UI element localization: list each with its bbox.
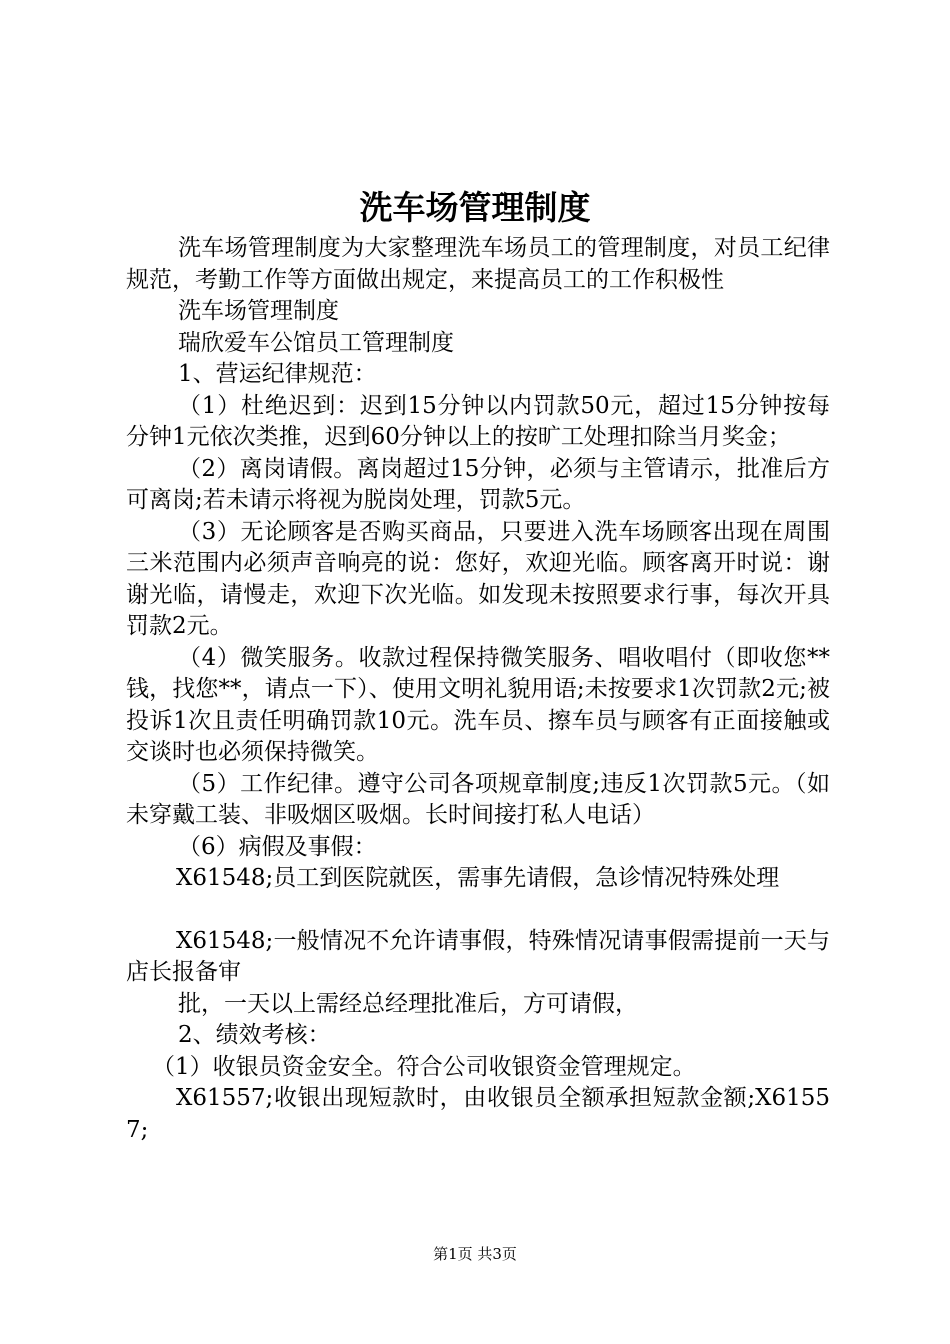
section-heading-1: 1、营运纪律规范： <box>178 361 377 387</box>
rule-paragraph: X61548;员工到医院就医，需事先请假，急诊情况特殊处理 <box>176 865 780 891</box>
page-number-footer: 第1页 共3页 <box>433 1245 517 1263</box>
rule-paragraph: （1）收银员资金安全。符合公司收银资金管理规定。 <box>152 1053 696 1080</box>
rule-paragraph: （4）微笑服务。收款过程保持微笑服务、唱收唱付（即收您**钱，找您**，请点一下）、使用文明礼貌用语;未按要求1次罚款2元;被投诉1次且责任明确罚款10元。洗车员、擦车员与顾客有正面接触或交谈时也必须保持微笑。 <box>126 644 830 765</box>
blank-line <box>126 895 830 926</box>
rule-paragraph: （6）病假及事假： <box>178 833 377 860</box>
rule-paragraph: （2）离岗请假。离岗超过15分钟，必须与主管请示，批准后方可离岗;若未请示将视为脱岗处理，罚款5元。 <box>126 455 830 513</box>
rule-paragraph: X61548;一般情况不允许请事假，特殊情况请事假需提前一天与店长报备审 <box>126 927 830 985</box>
section-heading-2: 2、绩效考核： <box>178 1022 331 1048</box>
intro-paragraph: 洗车场管理制度为大家整理洗车场员工的管理制度，对员工纪律规范，考勤工作等方面做出规定，来提高员工的工作积极性 <box>126 235 830 293</box>
rule-paragraph: （5）工作纪律。遵守公司各项规章制度;违反1次罚款5元。（如未穿戴工装、非吸烟区吸烟。长时间接打私人电话） <box>126 770 830 828</box>
document-title: 洗车场管理制度 <box>359 188 591 227</box>
rule-paragraph: （3）无论顾客是否购买商品，只要进入洗车场顾客出现在周围三米范围内必须声音响亮的说：您好，欢迎光临。顾客离开时说：谢谢光临，请慢走，欢迎下次光临。如发现未按照要求行事，每次开具罚款2元。 <box>126 518 830 639</box>
rule-paragraph: 批，一天以上需经总经理批准后，方可请假， <box>178 990 638 1017</box>
rule-paragraph: （1）杜绝迟到：迟到15分钟以内罚款50元，超过15分钟按每分钟1元依次类推，迟到60分钟以上的按旷工处理扣除当月奖金； <box>126 392 830 450</box>
rule-paragraph: X61557;收银出现短款时，由收银员全额承担短款金额;X61557; <box>126 1085 830 1143</box>
subtitle-paragraph: 瑞欣爱车公馆员工管理制度 <box>178 329 454 356</box>
document-body <box>126 233 830 1146</box>
section-heading: 洗车场管理制度 <box>178 298 339 324</box>
